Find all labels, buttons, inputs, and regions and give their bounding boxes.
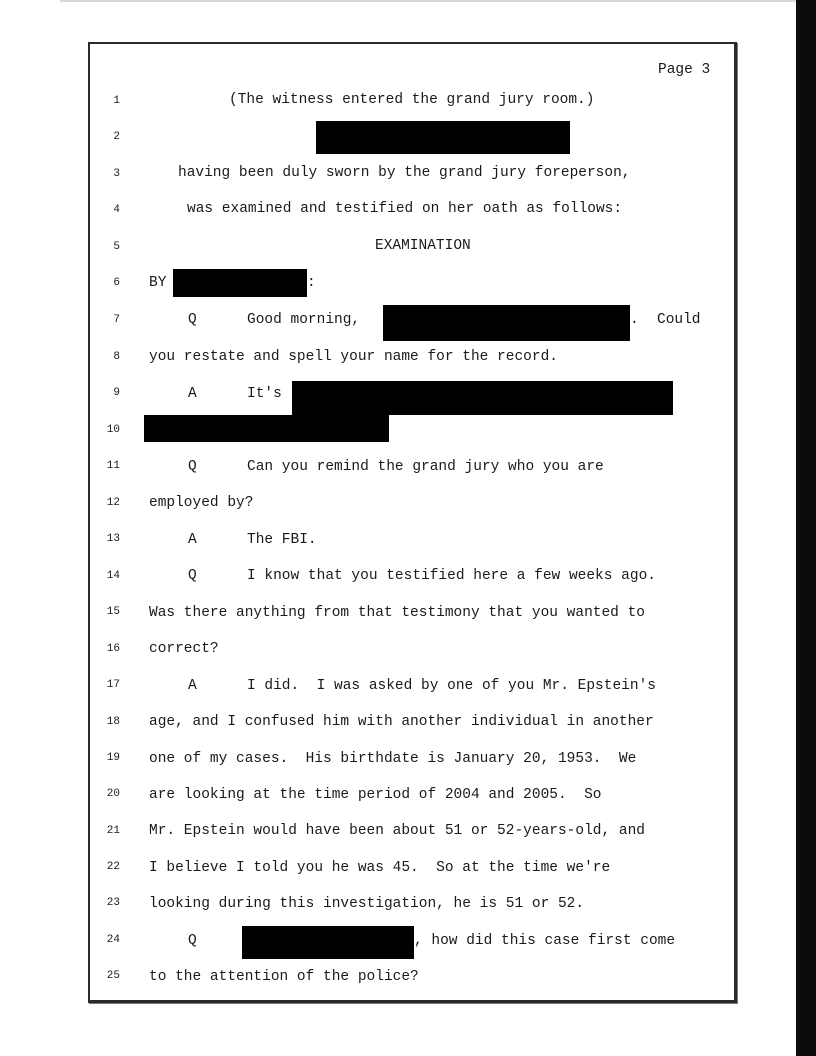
line-text: (The witness entered the grand jury room.) [229, 92, 595, 108]
line-text: . [630, 312, 639, 328]
line-text: employed by? [149, 495, 254, 511]
line-number: 18 [106, 716, 120, 728]
speaker-label: Q [188, 568, 197, 584]
line-text: was examined and testified on her oath as follows: [187, 201, 623, 217]
line-number: 19 [106, 752, 120, 764]
line-number: 8 [113, 351, 120, 363]
scan-right-edge [796, 0, 816, 1056]
line-text: are looking at the time period of 2004 and 2005. So [149, 787, 602, 803]
line-number: 24 [106, 934, 120, 946]
line-number: 7 [113, 314, 120, 326]
line-text: BY [149, 275, 167, 291]
line-number: 10 [106, 424, 120, 436]
line-number: 16 [106, 643, 120, 655]
redaction-block [242, 926, 414, 959]
line-number: 20 [106, 788, 120, 800]
line-text: Was there anything from that testimony that you wanted to [149, 605, 645, 621]
speaker-label: Q [188, 933, 197, 949]
speaker-label: A [188, 678, 197, 694]
line-number: 5 [113, 241, 120, 253]
line-text: I know that you testified here a few weeks ago. [247, 568, 656, 584]
speaker-label: A [188, 386, 197, 402]
line-text: Can you remind the grand jury who you are [247, 459, 604, 475]
scan-top-edge [60, 0, 800, 2]
line-text: , how did this case first come [414, 933, 676, 949]
line-text: correct? [149, 641, 219, 657]
line-number: 25 [106, 970, 120, 982]
line-text: I did. I was asked by one of you Mr. Epstein's [247, 678, 656, 694]
redaction-block [144, 415, 389, 442]
line-text: you restate and spell your name for the record. [149, 349, 558, 365]
line-text: one of my cases. His birthdate is January 20, 1953. We [149, 751, 637, 767]
line-text: to the attention of the police? [149, 969, 419, 985]
line-number: 9 [113, 387, 120, 399]
line-number: 17 [106, 679, 120, 691]
line-number: 14 [106, 570, 120, 582]
line-number: 15 [106, 606, 120, 618]
line-number: 13 [106, 533, 120, 545]
redaction-block [383, 305, 630, 341]
line-text: It's [247, 386, 282, 402]
transcript-page-frame [88, 42, 737, 1003]
line-number: 12 [106, 497, 120, 509]
line-number: 22 [106, 861, 120, 873]
line-text: looking during this investigation, he is 51 or 52. [149, 896, 585, 912]
redaction-block [316, 121, 570, 154]
line-text: Good morning, [247, 312, 361, 328]
line-number: 23 [106, 897, 120, 909]
line-text: having been duly sworn by the grand jury foreperson, [178, 165, 631, 181]
line-text: : [307, 275, 316, 291]
line-text: Mr. Epstein would have been about 51 or 52-years-old, and [149, 823, 645, 839]
line-number: 11 [106, 460, 120, 472]
speaker-label: Q [188, 459, 197, 475]
line-text: The FBI. [247, 532, 317, 548]
line-text: I believe I told you he was 45. So at the time we're [149, 860, 611, 876]
line-number: 1 [113, 95, 120, 107]
line-number: 2 [113, 131, 120, 143]
line-text: age, and I confused him with another individual in another [149, 714, 654, 730]
line-number: 6 [113, 277, 120, 289]
redaction-block [173, 269, 307, 297]
line-number: 21 [106, 825, 120, 837]
line-number: 4 [113, 204, 120, 216]
speaker-label: A [188, 532, 197, 548]
redaction-block [292, 381, 673, 415]
section-heading: EXAMINATION [375, 238, 471, 254]
speaker-label: Q [188, 312, 197, 328]
line-text: Could [657, 312, 701, 328]
line-number: 3 [113, 168, 120, 180]
page-number: Page 3 [658, 62, 711, 78]
